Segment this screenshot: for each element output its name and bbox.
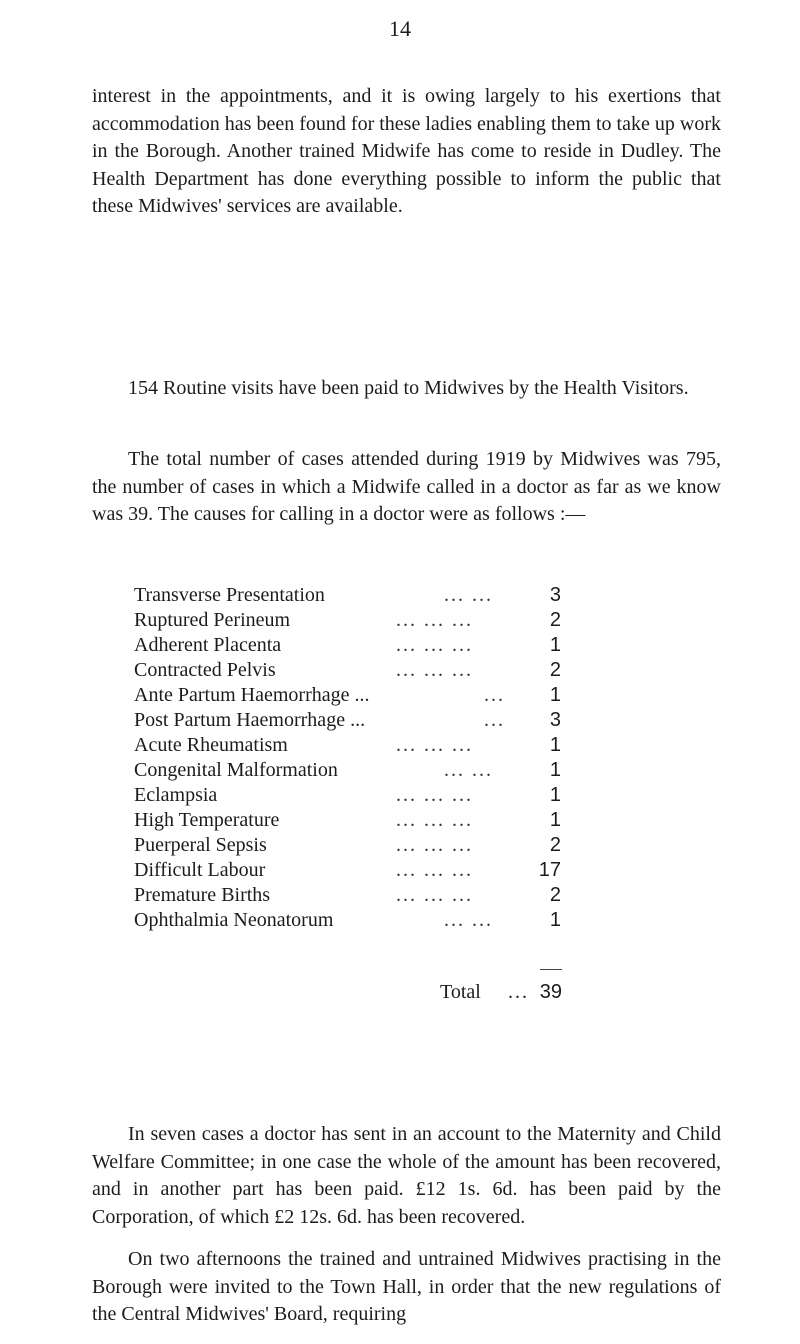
table-row xyxy=(134,708,561,733)
total-rule xyxy=(540,969,562,970)
table-row xyxy=(134,758,561,783)
cause-count: 3 xyxy=(549,709,561,731)
cause-count: 1 xyxy=(549,734,561,756)
leader-dots: ... xyxy=(484,709,505,731)
leader-dots: ... ... xyxy=(444,584,493,606)
table-row xyxy=(134,608,561,633)
total-label: Total xyxy=(440,981,481,1003)
cause-label: High Temperature xyxy=(134,809,280,831)
cause-count: 1 xyxy=(549,634,561,656)
cause-label: Ante Partum Haemorrhage ... xyxy=(134,684,370,706)
leader-dots: ... ... ... xyxy=(396,834,473,856)
cause-count: 2 xyxy=(549,659,561,681)
leader-dots: ... ... ... xyxy=(396,734,473,756)
cause-count: 1 xyxy=(549,784,561,806)
cause-label: Eclampsia xyxy=(134,784,218,806)
leader-dots: ... ... ... xyxy=(396,659,473,681)
cause-count: 2 xyxy=(549,884,561,906)
table-row xyxy=(134,858,561,883)
cause-count: 1 xyxy=(549,909,561,931)
leader-dots: ... ... ... xyxy=(396,884,473,906)
leader-dots: ... ... ... xyxy=(396,809,473,831)
cause-label: Ophthalmia Neonatorum xyxy=(134,909,334,931)
total-row xyxy=(440,980,562,1005)
page-number: 14 xyxy=(389,16,411,41)
leader-dots: ... ... xyxy=(444,909,493,931)
table-row xyxy=(134,908,561,933)
cause-count: 3 xyxy=(549,584,561,606)
leader-dots: ... xyxy=(508,981,529,1003)
table-row xyxy=(134,833,561,858)
cause-count: 1 xyxy=(549,759,561,781)
cause-label: Contracted Pelvis xyxy=(134,659,276,681)
cause-label: Transverse Presentation xyxy=(134,584,325,606)
leader-dots: ... ... ... xyxy=(396,784,473,806)
cause-count: 1 xyxy=(549,684,561,706)
paragraph-town-hall xyxy=(92,1246,721,1329)
paragraph-total-cases xyxy=(92,446,721,529)
cause-label: Ruptured Perineum xyxy=(134,609,291,631)
paragraph-routine-visits xyxy=(92,375,721,403)
table-row xyxy=(134,783,561,808)
table-row xyxy=(134,633,561,658)
cause-count: 2 xyxy=(549,834,561,856)
routine-visits-text: 154 Routine visits have been paid to Midwives by the Health Visitors. xyxy=(128,377,689,399)
total-count: 39 xyxy=(539,981,562,1003)
cause-count: 17 xyxy=(538,859,561,881)
cause-count: 1 xyxy=(549,809,561,831)
leader-dots: ... ... ... xyxy=(396,609,473,631)
paragraph-accounts xyxy=(92,1121,721,1231)
cause-label: Puerperal Sepsis xyxy=(134,834,267,856)
table-row xyxy=(134,683,561,708)
cause-label: Premature Births xyxy=(134,884,271,906)
causes-table xyxy=(134,583,561,933)
leader-dots: ... ... ... xyxy=(396,859,473,881)
table-row xyxy=(134,808,561,833)
table-row xyxy=(134,658,561,683)
cause-label: Congenital Malformation xyxy=(134,759,338,781)
paragraph-continuation: interest in the appointments, and it is owing largely to his exertions that accommodation has been found for these ladies enabling them to take up work in the Borough. Another trained Midwife has come to reside in Dudley. The Health Department has done everything possible to inform the public that these Midwives' services are available. xyxy=(92,85,721,217)
leader-dots: ... ... ... xyxy=(396,634,473,656)
cause-count: 2 xyxy=(549,609,561,631)
table-row xyxy=(134,583,561,608)
leader-dots: ... xyxy=(484,684,505,706)
cause-label: Acute Rheumatism xyxy=(134,734,288,756)
cause-label: Adherent Placenta xyxy=(134,634,282,656)
cause-label: Post Partum Haemorrhage ... xyxy=(134,709,366,731)
table-row xyxy=(134,883,561,908)
table-row xyxy=(134,733,561,758)
cause-label: Difficult Labour xyxy=(134,859,266,881)
leader-dots: ... ... xyxy=(444,759,493,781)
town-hall-text: On two afternoons the trained and untrained Midwives practising in the Borough were invited to the Town Hall, in order that the new regulations of the Central Midwives' Board, requiring xyxy=(92,1248,721,1325)
total-cases-text: The total number of cases attended during 1919 by Midwives was 795, the number of cases in which a Midwife called in a doctor as far as we know was 39. The causes for calling in a doctor were as follows :— xyxy=(92,448,721,525)
accounts-text: In seven cases a doctor has sent in an account to the Maternity and Child Welfare Committee; in one case the whole of the amount has been recovered, and in another part has been paid. £12 1s. 6d. has been paid by the Corporation, of which £2 12s. 6d. has been recovered. xyxy=(92,1123,721,1228)
